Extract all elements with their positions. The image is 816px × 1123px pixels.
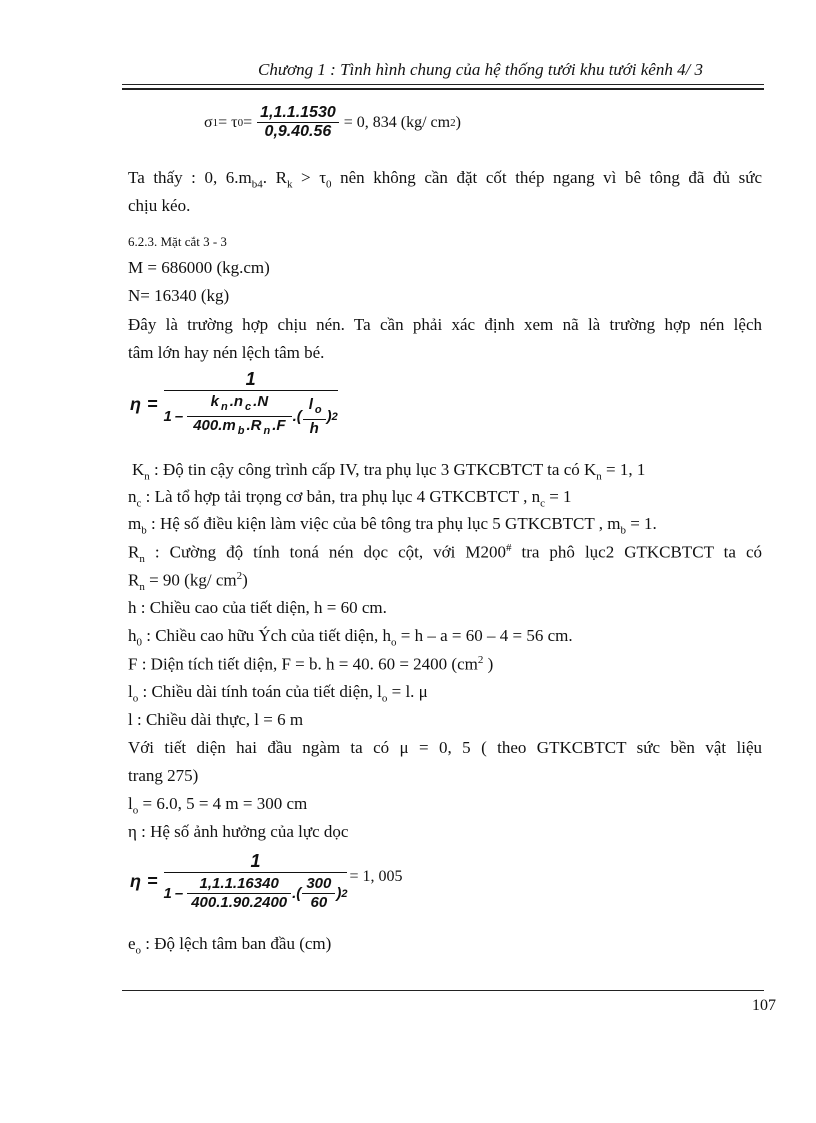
definition-kn: $K_n$ : Độ tin cậy công trình cấp IV, tra phụ lục 3 GTKCBTCT ta có $K_n = 1$, 1: [132, 460, 646, 483]
footer-rule: [122, 990, 764, 991]
paragraph-line: Đây là trường hợp chịu nén. Ta cần phải xác định xem nã là trường hợp nén lệch: [128, 315, 762, 334]
tau-sub: 0: [237, 116, 244, 129]
paragraph-line: Ta thấy : 0, $6.m_{b4}$. $R_k > \tau_0$ nên không cần đặt cốt thép ngang vì bê tông đã đủ sức: [128, 168, 762, 191]
eta-symbol: η: [130, 393, 141, 414]
eta-symbol: η: [130, 870, 141, 891]
sigma-tau-equation: [204, 104, 461, 141]
eta-formula: [130, 368, 338, 440]
definition-lo: $l_o$ : Chiều dài tính toán của tiết diện, $l_o = l$. μ: [128, 682, 428, 705]
eta-numerator: 1: [250, 851, 261, 871]
equation-result: = 0, 834 (kg/ cm: [343, 113, 451, 131]
section-heading: 6.2.3. Mặt cắt 3 - 3: [128, 234, 227, 249]
eta-denominator: 1 – k $_n$ .n $_c$ .N 400.m $_b$ .R $_n$ .F .( l $_o$ h ) 2: [164, 391, 338, 440]
chapter-header: Chương 1 : Tình hình chung của hệ thống tưới khu tưới kênh 4/ 3: [258, 60, 704, 79]
definition-eta: η : Hệ số ảnh hưởng của lực dọc: [128, 822, 349, 841]
eta-denominator: 1 – 1,1.1.16340 400.1.90.2400 .( 300 60 ) 2: [163, 875, 348, 911]
definition-lo-value: $l_o = 6.0$, 5 = 4 m = 300 cm: [128, 794, 308, 817]
definition-f: F : Diện tích tiết diện, F = b. h = 40. 60 = 2400 ($cm^2$ ): [128, 654, 494, 674]
eta-fraction: [164, 368, 338, 440]
definition-rn: $R_n$ : Cường độ tính toná nén dọc cột, với M200# tra phô lục2 GTKCBTCT ta có: [128, 542, 762, 566]
result-sup: 2: [450, 116, 456, 129]
definition-l: l : Chiều dài thực, l = 6 m: [128, 710, 304, 729]
eta-result: = 1, 005: [349, 868, 403, 885]
eta-numerator: 1: [245, 369, 256, 389]
paragraph-line: Với tiết diện hai đầu ngàm ta có μ = 0, 5 ( theo GTKCBTCT sức bền vật liệu: [128, 738, 762, 757]
equals-sign: =: [243, 113, 253, 131]
equals-sign: =: [147, 393, 158, 414]
definition-rn-value: $R_n = 90$ (kg/ $cm^2$): [128, 570, 248, 594]
lo-h-fraction: l $_o$ h: [305, 396, 324, 438]
definition-mb: $m_b$ : Hệ số điều kiện làm việc của bê tông tra phụ lục 5 GTKCBTCT , $m_b = 1$.: [128, 514, 657, 537]
fraction: [257, 104, 339, 141]
ratio-fraction: 300 60: [304, 875, 333, 912]
paragraph-line: chịu kéo.: [128, 196, 191, 215]
sigma-sub: 1: [212, 116, 219, 129]
equals-sign: =: [147, 870, 158, 891]
paragraph-line: trang 275): [128, 766, 199, 785]
force-line: N= 16340 (kg): [128, 286, 230, 305]
moment-line: M = 686000 (kg.cm): [128, 258, 270, 277]
definition-nc: $n_c$ : Là tổ hợp tải trọng cơ bản, tra phụ lục 4 GTKCBTCT , $n_c = 1$: [128, 487, 572, 510]
sigma-symbol: σ: [204, 113, 213, 131]
inner-fraction: 1,1.1.16340 400.1.90.2400: [189, 875, 289, 912]
inner-fraction: k $_n$ .n $_c$ .N 400.m $_b$ .R $_n$ .F: [189, 393, 289, 440]
tau-eq: = τ: [218, 113, 238, 131]
result-end: ): [455, 113, 461, 131]
fraction-numerator: 1,1.1.1530: [260, 104, 336, 121]
paragraph-line: tâm lớn hay nén lệch tâm bé.: [128, 343, 325, 362]
fraction-denominator: 0,9.40.56: [264, 123, 332, 140]
header-rule-thin: [122, 84, 764, 85]
definition-e0: $e_o$ : Độ lệch tâm ban đầu (cm): [128, 934, 332, 957]
eta-fraction: [164, 850, 348, 912]
eta-calculation: [130, 850, 403, 912]
header-rule-thick: [122, 88, 764, 90]
definition-h: h : Chiều cao của tiết diện, h = 60 cm.: [128, 598, 387, 617]
definition-h0: $h_0$ : Chiều cao hữu Ých của tiết diện, $h_o = h - a = 60 - 4 = 56$ cm.: [128, 626, 573, 649]
page-number: 107: [752, 997, 776, 1014]
